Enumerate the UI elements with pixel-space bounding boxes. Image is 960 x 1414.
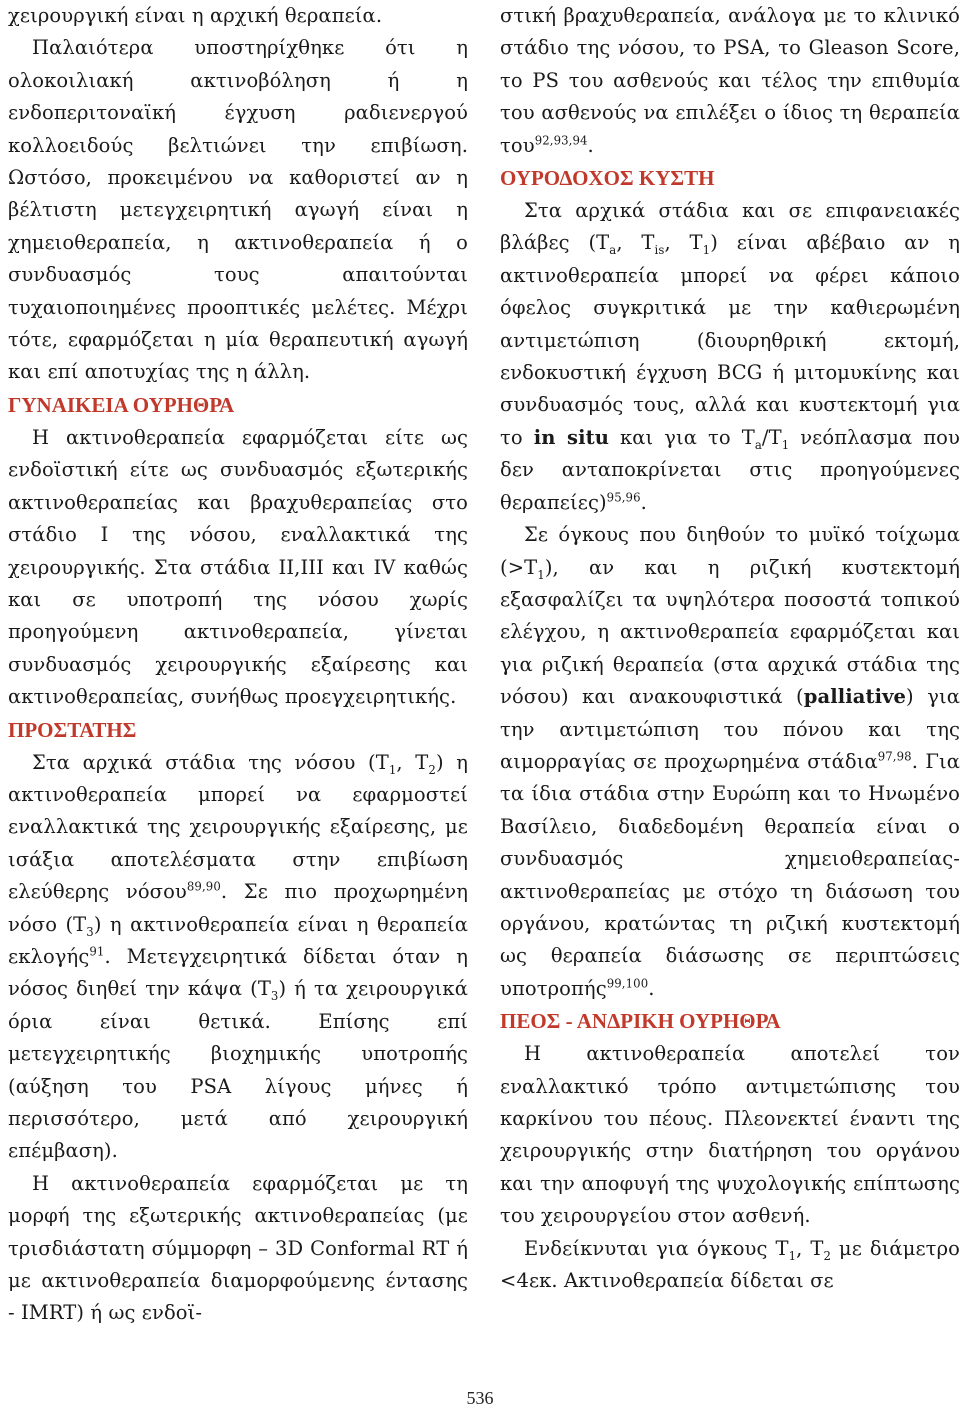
emphasis: in situ [533,425,610,449]
paragraph: Η ακτινοθεραπεία αποτελεί τον εναλλακτικό τρόπο αντιμετώπισης του καρκίνου του πέους. Πλεονεκτεί έναντι της χειρουργικής στην διατήρηση του οργάνου και την αποφυγή της ψυχολογικής επίπτωσης του χειρουργείου στον ασθενή. [500,1042,960,1228]
text-run: . Μετεγχειρητικά δίδεται όταν η νόσος διηθεί την κάψα (T [8,944,468,1001]
subscript: is [654,243,665,258]
section-heading: ΠΕΟΣ - ΑΝΔΡΙΚΗ ΟΥΡΗΘΡΑ [500,1009,781,1034]
text-run: , T [616,231,655,255]
text-run: ), αν και η ριζική κυστεκτομή εξασφαλίζει τα υψηλότερα ποσοστά τοπικού ελέγχου, η ακτινοθεραπεία εφαρμόζεται και για ριζική θεραπεία (στα αρχικά στάδια της νόσου) και ανακουφιστικά ( [500,555,960,709]
citation-ref: 91 [89,944,105,959]
subscript: a [754,437,762,452]
text-run: ) η ακτινοθεραπεία μπορεί να εφαρμοστεί εναλλακτικά της χειρουργικής εξαίρεσης, με ισάξια αποτελέσματα στην επιβίωση ελεύθερης νόσου [8,750,468,904]
text-run: Σε όγκους που διηθούν το μυϊκό τοίχωμα (>T [500,523,960,579]
paragraph: Η ακτινοθεραπεία εφαρμόζεται με τη μορφή της εξωτερικής ακτινοθεραπείας (με τρισδιάστατη σύμμορφη – 3D Conformal RT ή με ακτινοθεραπεία διαμορφούμενης έντασης - IMRT) ή ως ενδοϊ- [8,1171,468,1325]
text-run: . [640,490,647,514]
citation-ref: 97,98 [877,749,912,764]
right-column [500,0,960,1297]
subscript: 1 [781,437,790,452]
section-heading: ΟΥΡΟΔΟΧΟΣ ΚΥΣΤΗ [500,166,715,191]
text-run: . Για τα ίδια στάδια στην Ευρώπη και το Ηνωμένο Βασίλειο, διαδεδομένη θεραπεία είναι ο συνδυασμός χημειοθεραπείας-ακτινοθεραπείας με στόχο τη διάσωση του οργάνου, κρατώντας τη ριζική κυστεκτομή ως θεραπεία διάσωσης σε περιπτώσεις υποτροπής [500,749,960,1000]
paragraph: Παλαιότερα υποστηρίχθηκε ότι η ολοκοιλιακή ακτινοβόληση ή η ενδοπεριτοναϊκή έγχυση ραδιενεργού κολλοειδούς βελτιώνει την επιβίωση. Ωστόσο, προκειμένου να καθοριστεί αν η βέλτιστη μετεγχειρητική αγωγή είναι η χημειοθεραπεία, η ακτινοθεραπεία ή ο συνδυασμός τους απαιτούνται τυχαιοποιημένες προοπτικές μελέτες. Μέχρι τότε, εφαρμόζεται η μία θεραπευτική αγωγή και επί αποτυχίας της η άλλη. [8,36,468,384]
citation-ref: 89,90 [186,879,221,894]
text-run: στική βραχυθεραπεία, ανάλογα με το κλινικό στάδιο της νόσου, το PSA, το Gleason Score, το PS του ασθενούς και τέλος την επιθυμία του ασθενούς να επιλέξει ο ίδιος τη θεραπεία του [500,4,960,157]
text-run: . Σε πιο προχωρημένη νόσο (T [8,880,468,936]
text-run: ) είναι αβέβαιο αν η ακτινοθεραπεία μπορεί να φέρει κάποιο όφελος συγκριτικά με την καθιερωμένη αντιμετώπιση (διουρηθρική εκτομή, ενδοκυστική έγχυση BCG ή μιτομυκίνης και συνδυασμός τους, αλλά και κυστεκτομή για το [500,231,960,449]
text-run: Στα αρχικά στάδια και σε επιφανειακές βλάβες (T [500,199,960,255]
text-run: , T [796,1236,824,1260]
subscript: 3 [270,989,279,1004]
subscript: 1 [537,567,545,582]
page-number: 536 [466,1388,494,1408]
citation-ref: 95,96 [606,490,641,505]
text-run: και για το T [609,425,755,449]
section-heading: ΠΡΟΣΤΑΤΗΣ [8,717,137,742]
paragraph [500,0,960,162]
paragraph [500,519,960,1005]
subscript: 2 [823,1248,831,1263]
subscript: 2 [428,762,436,777]
citation-ref: 99,100 [606,976,649,991]
citation-ref: 92,93,94 [534,133,588,148]
subscript: a [609,243,617,258]
text-run: ) η ακτινοθεραπεία είναι η θεραπεία εκλογής [8,912,468,968]
paragraph [500,195,960,519]
text-run: , T [664,231,703,255]
text-run: νεόπλασμα που δεν ανταποκρίνεται στις προηγούμενες θεραπείες) [500,425,960,514]
paragraph: Η ακτινοθεραπεία εφαρμόζεται είτε ως ενδοϊστική είτε ως συνδυασμός εξωτερικής ακτινοθεραπείας και βραχυθεραπείας στο στάδιο I της νόσου, εναλλακτικά της χειρουργικής. Στα στάδια II,III και IV καθώς και σε υποτροπή της νόσου χωρίς προηγούμενη ακτινοθεραπεία, γίνεται συνδυασμός χειρουργικής εξαίρεσης και ακτινοθεραπείας, συνήθως προεγχειρητικής. [8,425,468,709]
text-run: Ενδείκνυται για όγκους T [524,1236,789,1260]
paragraph: χειρουργική είναι η αρχική θεραπεία. [8,4,383,27]
text-run: Στα αρχικά στάδια της νόσου (T [32,750,389,774]
emphasis: palliative [803,685,907,709]
subscript: 1 [388,762,397,777]
text-run: /T [761,425,782,449]
text-run: με διάμετρο <4εκ. Ακτινοθεραπεία δίδεται σε [500,1236,960,1293]
left-column [8,0,468,1330]
text-run: , T [396,750,429,774]
text-run: ) για την αντιμετώπιση του πόνου και της αιμορραγίας σε προχωρημένα στάδια [500,685,960,773]
subscript: 3 [86,924,94,939]
text-run: . [587,133,594,157]
subscript: 1 [702,243,711,258]
text-run: ) ή τα χειρουργικά όρια είναι θετικά. Επίσης επί μετεγχειρητικής βιοχημικής υποτροπής (αύξηση του PSA λίγους μήνες ή περισσότερο, μετά από χειρουργική επέμβαση). [8,977,468,1163]
paragraph [500,1233,960,1298]
subscript: 1 [788,1248,797,1263]
section-heading: ΓΥΝΑΙΚΕΙΑ ΟΥΡΗΘΡΑ [8,392,235,417]
text-run: . [648,976,655,1000]
paragraph [8,747,468,1168]
